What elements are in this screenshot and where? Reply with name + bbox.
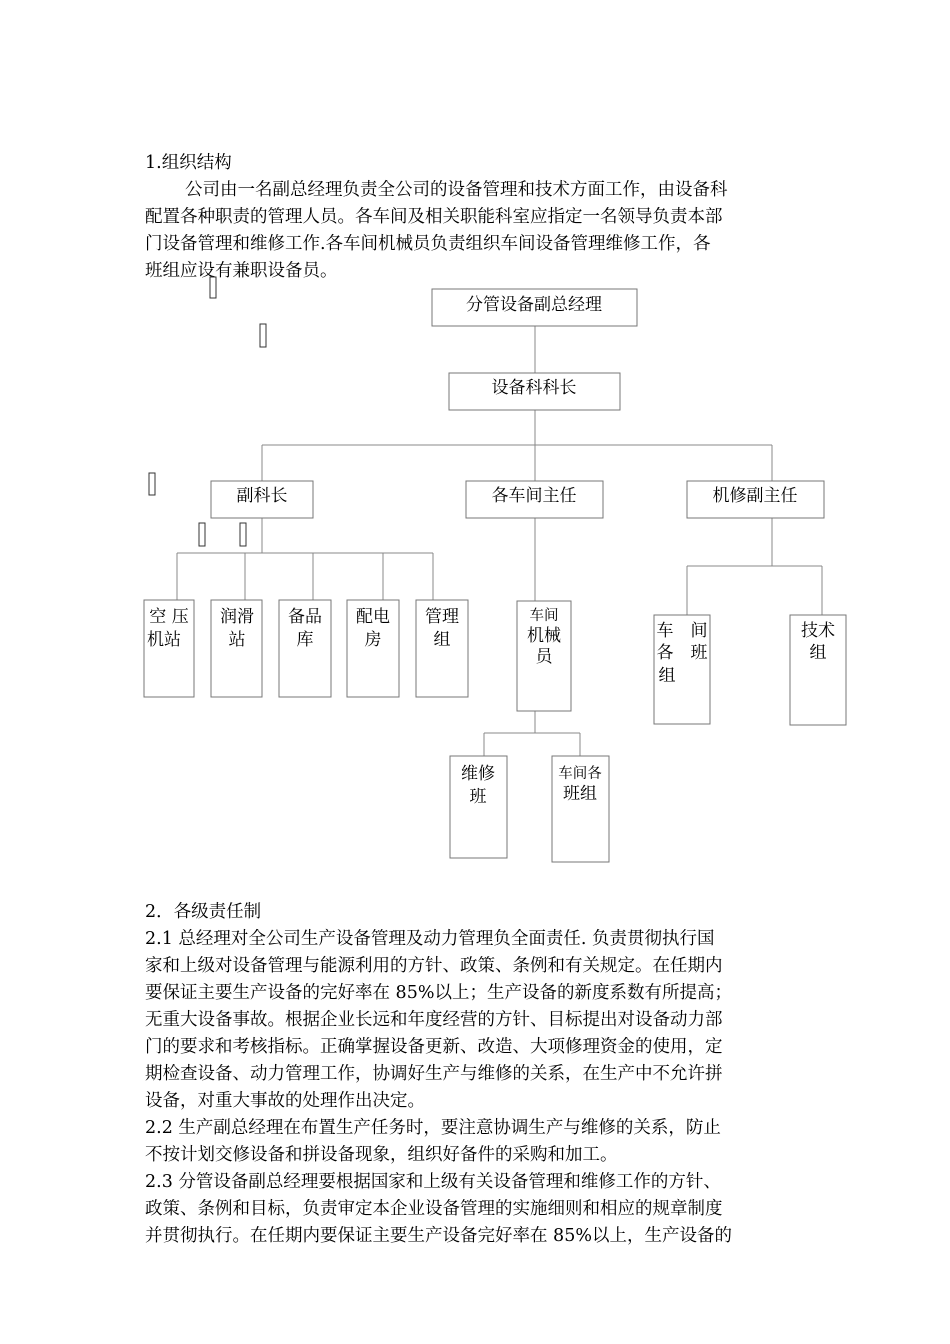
org-node-label: 组 — [433, 630, 451, 650]
org-node-technical-group — [790, 615, 846, 725]
paragraph-line: 不按计划交修设备和拼设备现象，组织好备件的采购和加工。 — [145, 1145, 618, 1165]
placeholder-glyph-icon — [149, 473, 155, 495]
org-node-label: 机械 — [527, 626, 561, 646]
org-node-label: 各 班 — [656, 643, 708, 663]
org-node-label: 管理 — [425, 607, 459, 627]
org-node-repair-deputy — [687, 481, 824, 518]
org-node-label: 设备科科长 — [491, 378, 577, 398]
paragraph-line: 政策、条例和目标，负责审定本企业设备管理的实施细则和相应的规章制度 — [145, 1199, 723, 1219]
org-node-label: 配电 — [356, 607, 390, 627]
org-node-label: 润滑 — [220, 607, 254, 627]
paragraph-line: 并贯彻执行。在任期内要保证主要生产设备完好率在 85%以上，生产设备的 — [145, 1226, 732, 1246]
org-node-label: 各车间主任 — [491, 486, 577, 506]
section2-paragraphs — [145, 926, 813, 1250]
org-node-label: 组 — [809, 643, 827, 663]
org-node-label: 组 — [658, 666, 676, 686]
paragraph-line: 配置各种职责的管理人员。各车间及相关职能科室应指定一名领导负责本部 — [145, 207, 723, 227]
placeholder-glyph-icon — [199, 523, 205, 546]
org-node-label: 副科长 — [236, 486, 288, 506]
org-node-label: 空 压 — [149, 607, 189, 627]
org-node-chief — [449, 373, 620, 410]
org-node-power-distribution-room — [347, 600, 399, 697]
paragraph-line: 2.3 分管设备副总经理要根据国家和上级有关设备管理和维修工作的方针、 — [145, 1172, 721, 1192]
org-node-deputy-chief — [211, 481, 313, 518]
org-node-label: 员 — [535, 647, 553, 667]
section2-heading: 2．各级责任制 — [145, 902, 262, 922]
org-node-label: 维修 — [461, 764, 495, 784]
org-node-label: 备品 — [288, 607, 322, 627]
org-node-top — [432, 289, 637, 326]
org-node-spare-parts-store — [279, 600, 331, 697]
org-node-workshop-groups — [654, 615, 710, 724]
org-node-label: 车间各 — [558, 766, 602, 782]
paragraph-line: 公司由一名副总经理负责全公司的设备管理和技术方面工作，由设备科 — [185, 180, 728, 200]
section1-heading: 1.组织结构 — [145, 153, 232, 173]
org-node-label: 分管设备副总经理 — [466, 295, 602, 315]
org-node-label: 班组 — [563, 784, 597, 804]
org-node-label: 机修副主任 — [712, 486, 798, 506]
paragraph-line: 设备，对重大事故的处理作出决定。 — [145, 1091, 425, 1111]
placeholder-glyph-icon — [240, 523, 246, 546]
paragraph-line: 门的要求和考核指标。正确掌握设备更新、改造、大项修理资金的使用，定 — [145, 1037, 723, 1057]
paragraph-line: 班组应设有兼职设备员。 — [145, 261, 338, 281]
placeholder-glyph-icon — [210, 277, 216, 298]
org-node-label: 技术 — [801, 621, 835, 641]
org-node-label: 站 — [228, 630, 246, 650]
org-node-air-compressor-station — [144, 600, 194, 697]
paragraph-line: 2.1 总经理对全公司生产设备管理及动力管理负全面责任. 负责贯彻执行国 — [145, 929, 715, 949]
paragraph-line: 门设备管理和维修工作.各车间机械员负责组织车间设备管理维修工作，各 — [145, 234, 711, 254]
paragraph-line: 无重大设备事故。根据企业长远和年度经营的方针、目标提出对设备动力部 — [145, 1010, 723, 1030]
org-node-label: 班 — [469, 787, 487, 807]
placeholder-glyph-icon — [260, 324, 266, 347]
org-node-label: 机站 — [147, 630, 181, 650]
paragraph-line: 家和上级对设备管理与能源利用的方针、政策、条例和有关规定。在任期内 — [145, 956, 723, 976]
org-node-maintenance-team — [450, 756, 507, 858]
org-node-label: 车间 — [529, 608, 559, 624]
org-node-workshop-mechanic — [517, 601, 571, 711]
org-node-label: 库 — [296, 630, 314, 650]
org-node-management-group — [416, 600, 468, 697]
paragraph-line: 期检查设备、动力管理工作，协调好生产与维修的关系，在生产中不允许拼 — [145, 1064, 723, 1084]
org-node-lubrication-station — [211, 600, 262, 697]
paragraph-line: 要保证主要生产设备的完好率在 85%以上；生产设备的新度系数有所提高； — [145, 983, 732, 1003]
paragraph-line: 2.2 生产副总经理在布置生产任务时，要注意协调生产与维修的关系，防止 — [145, 1118, 721, 1138]
org-node-label: 车 间 — [656, 621, 708, 641]
org-node-workshop-directors — [466, 481, 603, 518]
org-node-workshop-teams — [552, 756, 609, 862]
org-node-label: 房 — [364, 630, 382, 650]
